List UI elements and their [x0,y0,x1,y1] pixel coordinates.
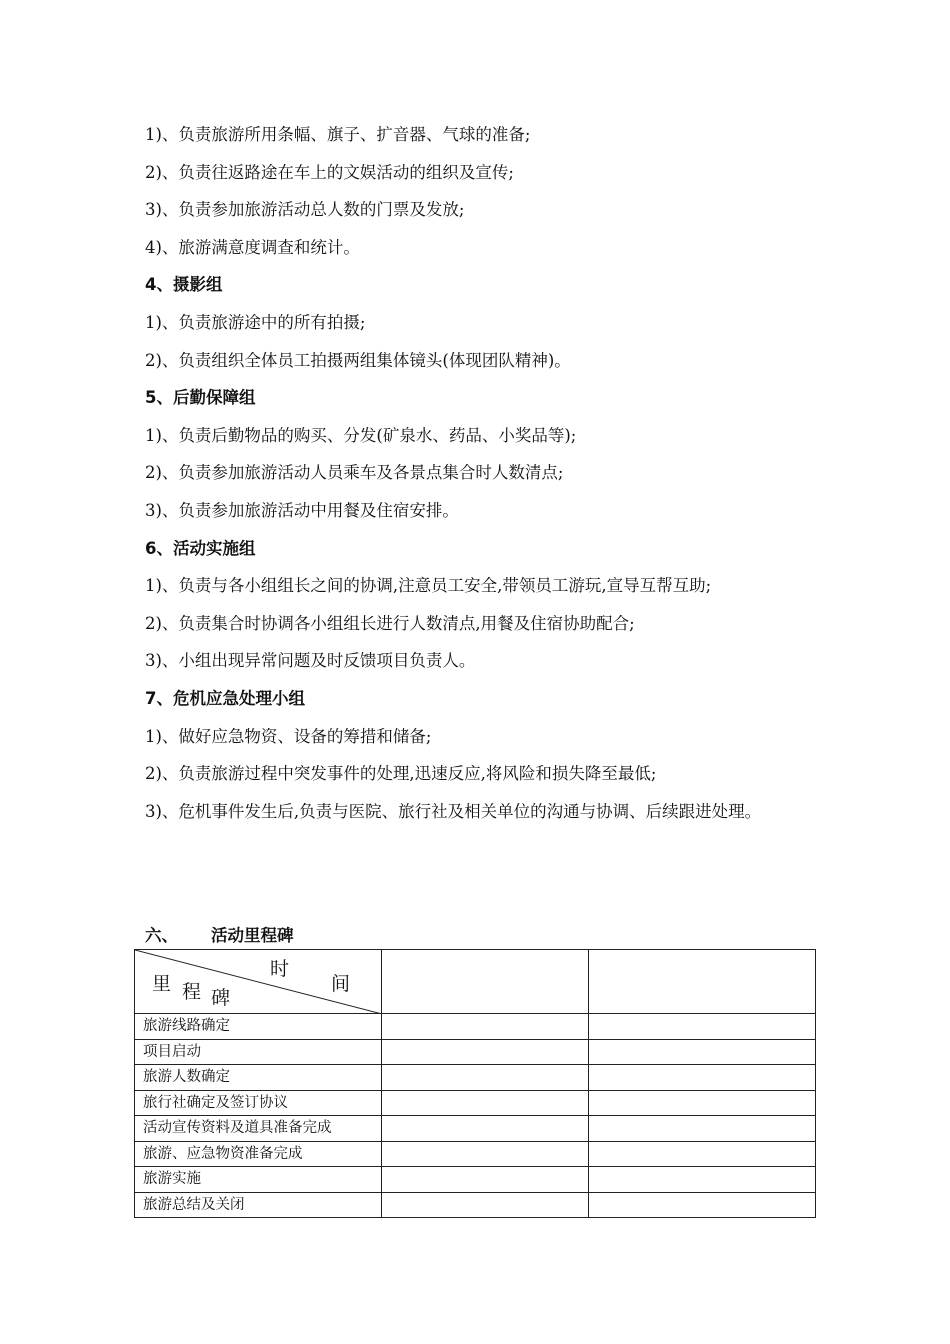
row-label-char: 程 [182,981,202,1003]
milestone-name: 旅游总结及关闭 [135,1192,382,1218]
section-number: 六、 [145,926,178,945]
table-cell [589,1039,816,1065]
group-heading: 7、危机应急处理小组 [145,688,305,708]
list-item: 1)、负责旅游所用条幅、旗子、扩音器、气球的准备; [145,125,531,144]
milestone-name: 项目启动 [135,1039,382,1065]
milestone-name: 旅游人数确定 [135,1065,382,1091]
milestone-name: 活动宣传资料及道具准备完成 [135,1116,382,1142]
table-row [135,1167,816,1193]
group-heading: 5、后勤保障组 [145,388,256,408]
section-title [145,924,294,948]
list-item: 2)、负责往返路途在车上的文娱活动的组织及宣传; [145,162,514,182]
table-row [135,1192,816,1218]
milestone-name: 旅行社确定及签订协议 [135,1090,382,1116]
document-body [145,116,815,830]
table-cell [382,1167,589,1193]
table-cell [589,1065,816,1091]
col-label-char: 时 [270,958,290,980]
list-item: 1)、做好应急物资、设备的筹措和储备; [145,726,432,746]
milestone-name: 旅游线路确定 [135,1014,382,1040]
group-heading: 6、活动实施组 [145,538,256,558]
group-heading: 4、摄影组 [145,275,223,295]
row-label-char: 里 [152,973,172,995]
table-cell [589,1167,816,1193]
table-row [135,1014,816,1040]
section-title-text: 活动里程碑 [211,926,294,945]
table-row [135,1141,816,1167]
table-row [135,1039,816,1065]
table-cell [589,1141,816,1167]
list-item: 3)、危机事件发生后,负责与医院、旅行社及相关单位的沟通与协调、后续跟进处理。 [145,801,762,821]
list-item: 3)、负责参加旅游活动总人数的门票及发放; [145,200,465,220]
table-cell [382,1090,589,1116]
milestone-name: 旅游实施 [135,1167,382,1193]
col-label-char: 间 [331,973,351,995]
table-cell [589,1014,816,1040]
list-item: 4)、旅游满意度调查和统计。 [145,237,360,257]
list-item: 2)、负责参加旅游活动人员乘车及各景点集合时人数清点; [145,463,564,483]
row-label-char: 碑 [211,987,231,1009]
milestone-name: 旅游、应急物资准备完成 [135,1141,382,1167]
table-cell [382,1065,589,1091]
list-item: 1)、负责旅游途中的所有拍摄; [145,312,366,332]
table-cell [589,1192,816,1218]
table-row [135,1090,816,1116]
table-cell [589,1090,816,1116]
table-cell [382,1141,589,1167]
table-cell [382,1014,589,1040]
table-row [135,1116,816,1142]
list-item: 1)、负责后勤物品的购买、分发(矿泉水、药品、小奖品等); [145,425,577,445]
list-item: 2)、负责组织全体员工拍摄两组集体镜头(体现团队精神)。 [145,350,571,370]
table-row [135,1065,816,1091]
diagonal-header-cell [135,950,382,1014]
list-item: 3)、小组出现异常问题及时反馈项目负责人。 [145,651,476,671]
table-cell [382,950,589,1014]
table-cell [382,1116,589,1142]
table-cell [382,1192,589,1218]
table-cell [589,1116,816,1142]
table-header-row [135,950,816,1014]
list-item: 3)、负责参加旅游活动中用餐及住宿安排。 [145,500,459,520]
milestone-table [134,949,816,1218]
table-cell [382,1039,589,1065]
list-item: 1)、负责与各小组组长之间的协调,注意员工安全,带领员工游玩,宣导互帮互助; [145,576,712,596]
table-cell [589,950,816,1014]
list-item: 2)、负责旅游过程中突发事件的处理,迅速反应,将风险和损失降至最低; [145,764,657,784]
list-item: 2)、负责集合时协调各小组组长进行人数清点,用餐及住宿协助配合; [145,613,635,633]
